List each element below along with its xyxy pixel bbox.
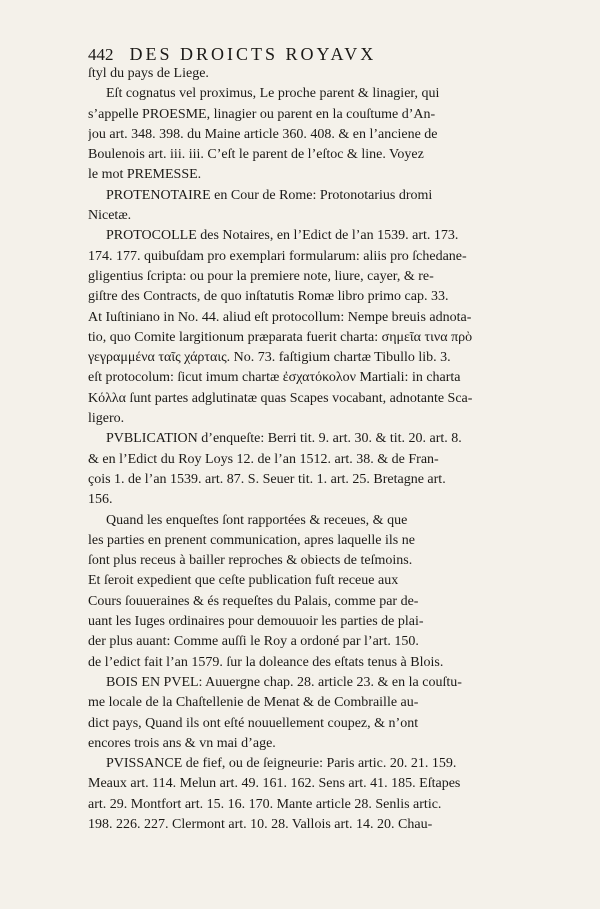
text-line: PVBLICATION d’enqueſte: Berri tit. 9. art. 30. & tit. 20. art. 8. — [106, 431, 462, 447]
text-line: ligero. — [88, 411, 125, 427]
text-line: encores trois ans & vn mai d’age. — [88, 735, 276, 751]
text-line: Eſt cognatus vel proximus, Le proche parent & linagier, qui — [106, 86, 440, 102]
text-line: & en l’Edict du Roy Loys 12. de l’an 1512. art. 38. & de Fran- — [88, 451, 439, 467]
text-line: Cours ſouueraines & és requeſtes du Palais, comme par de- — [88, 593, 419, 609]
text-line: 174. 177. quibuſdam pro exemplari formularum: aliis pro ſchedane- — [88, 248, 467, 264]
text-line: art. 29. Montfort art. 15. 16. 170. Mante article 28. Senlis artic. — [88, 796, 442, 812]
text-line: les parties en prenent communication, apres laquelle ils ne — [88, 532, 415, 548]
body-text — [88, 64, 526, 835]
text-line: gligentius ſcripta: ou pour la premiere note, liure, cayer, & re- — [88, 268, 434, 284]
text-line: PROTENOTAIRE en Cour de Rome: Protonotarius dromi — [106, 187, 433, 203]
text-line: 198. 226. 227. Clermont art. 10. 28. Vallois art. 14. 20. Chau- — [88, 816, 433, 832]
text-line: Quand les enqueſtes ſont rapportées & receues, & que — [106, 512, 408, 528]
text-line: le mot PREMESSE. — [88, 167, 202, 183]
text-line: At Iuſtiniano in No. 44. aliud eſt protocollum: Nempe breuis adnota- — [88, 309, 472, 325]
running-title: DES DROICTS ROYAVX — [129, 44, 377, 64]
page-header — [88, 44, 518, 65]
text-line: giſtre des Contracts, de quo inſtatutis Romæ libro primo cap. 33. — [88, 289, 449, 305]
text-line: BOIS EN PVEL: Auuergne chap. 28. article 23. & en la couſtu- — [106, 674, 462, 690]
text-line: tio, quo Comite largitionum præparata fuerit charta: σημεῖα τινα πρὸ — [88, 329, 473, 345]
text-line: Κόλλα ſunt partes adglutinatæ quas Scapes vocabant, adnotante Sca- — [88, 390, 473, 406]
text-line: PVISSANCE de fief, ou de ſeigneurie: Paris artic. 20. 21. 159. — [106, 756, 457, 772]
text-line: Nicetæ. — [88, 208, 132, 224]
text-line: PROTOCOLLE des Notaires, en l’Edict de l’an 1539. art. 173. — [106, 228, 459, 244]
text-line: ſtyl du pays de Liege. — [88, 66, 209, 81]
text-line: me locale de la Chaſtellenie de Menat & de Combraille au- — [88, 695, 419, 711]
text-line: ſont plus receus à bailler reproches & obiects de teſmoins. — [88, 553, 413, 569]
text-line: der plus auant: Comme auſſi le Roy a ordoné par l’art. 150. — [88, 634, 419, 650]
text-line: dict pays, Quand ils ont eſté nouuellement coupez, & n’ont — [88, 715, 419, 731]
text-line: γεγραμμένα ταῖς χάρταις. No. 73. faſtigium chartæ Tibullo lib. 3. — [88, 350, 451, 366]
page-number: 442 — [88, 45, 114, 64]
text-line: eſt protocolum: ſicut imum chartæ ἐσχατόκολον Martiali: in charta — [88, 370, 461, 386]
text-line: çois 1. de l’an 1539. art. 87. S. Seuer tit. 1. art. 25. Bretagne art. — [88, 471, 446, 487]
text-line: jou art. 348. 398. du Maine article 360. 408. & en l’anciene de — [88, 126, 438, 142]
text-line: Et ſeroit expedient que ceſte publication fuſt receue aux — [88, 573, 399, 589]
text-line: de l’edict fait l’an 1579. ſur la doleance des eſtats tenus à Blois. — [88, 654, 444, 670]
text-line: s’appelle PROESME, linagier ou parent en la couſtume d’An- — [88, 106, 436, 122]
text-line: Boulenois art. iii. iii. C’eſt le parent de l’eſtoc & line. Voyez — [88, 147, 424, 163]
text-line: Meaux art. 114. Melun art. 49. 161. 162. Sens art. 41. 185. Eſtapes — [88, 776, 461, 792]
text-line: uant les Iuges ordinaires pour demouuoir les parties de plai- — [88, 614, 424, 630]
text-line: 156. — [88, 492, 113, 508]
